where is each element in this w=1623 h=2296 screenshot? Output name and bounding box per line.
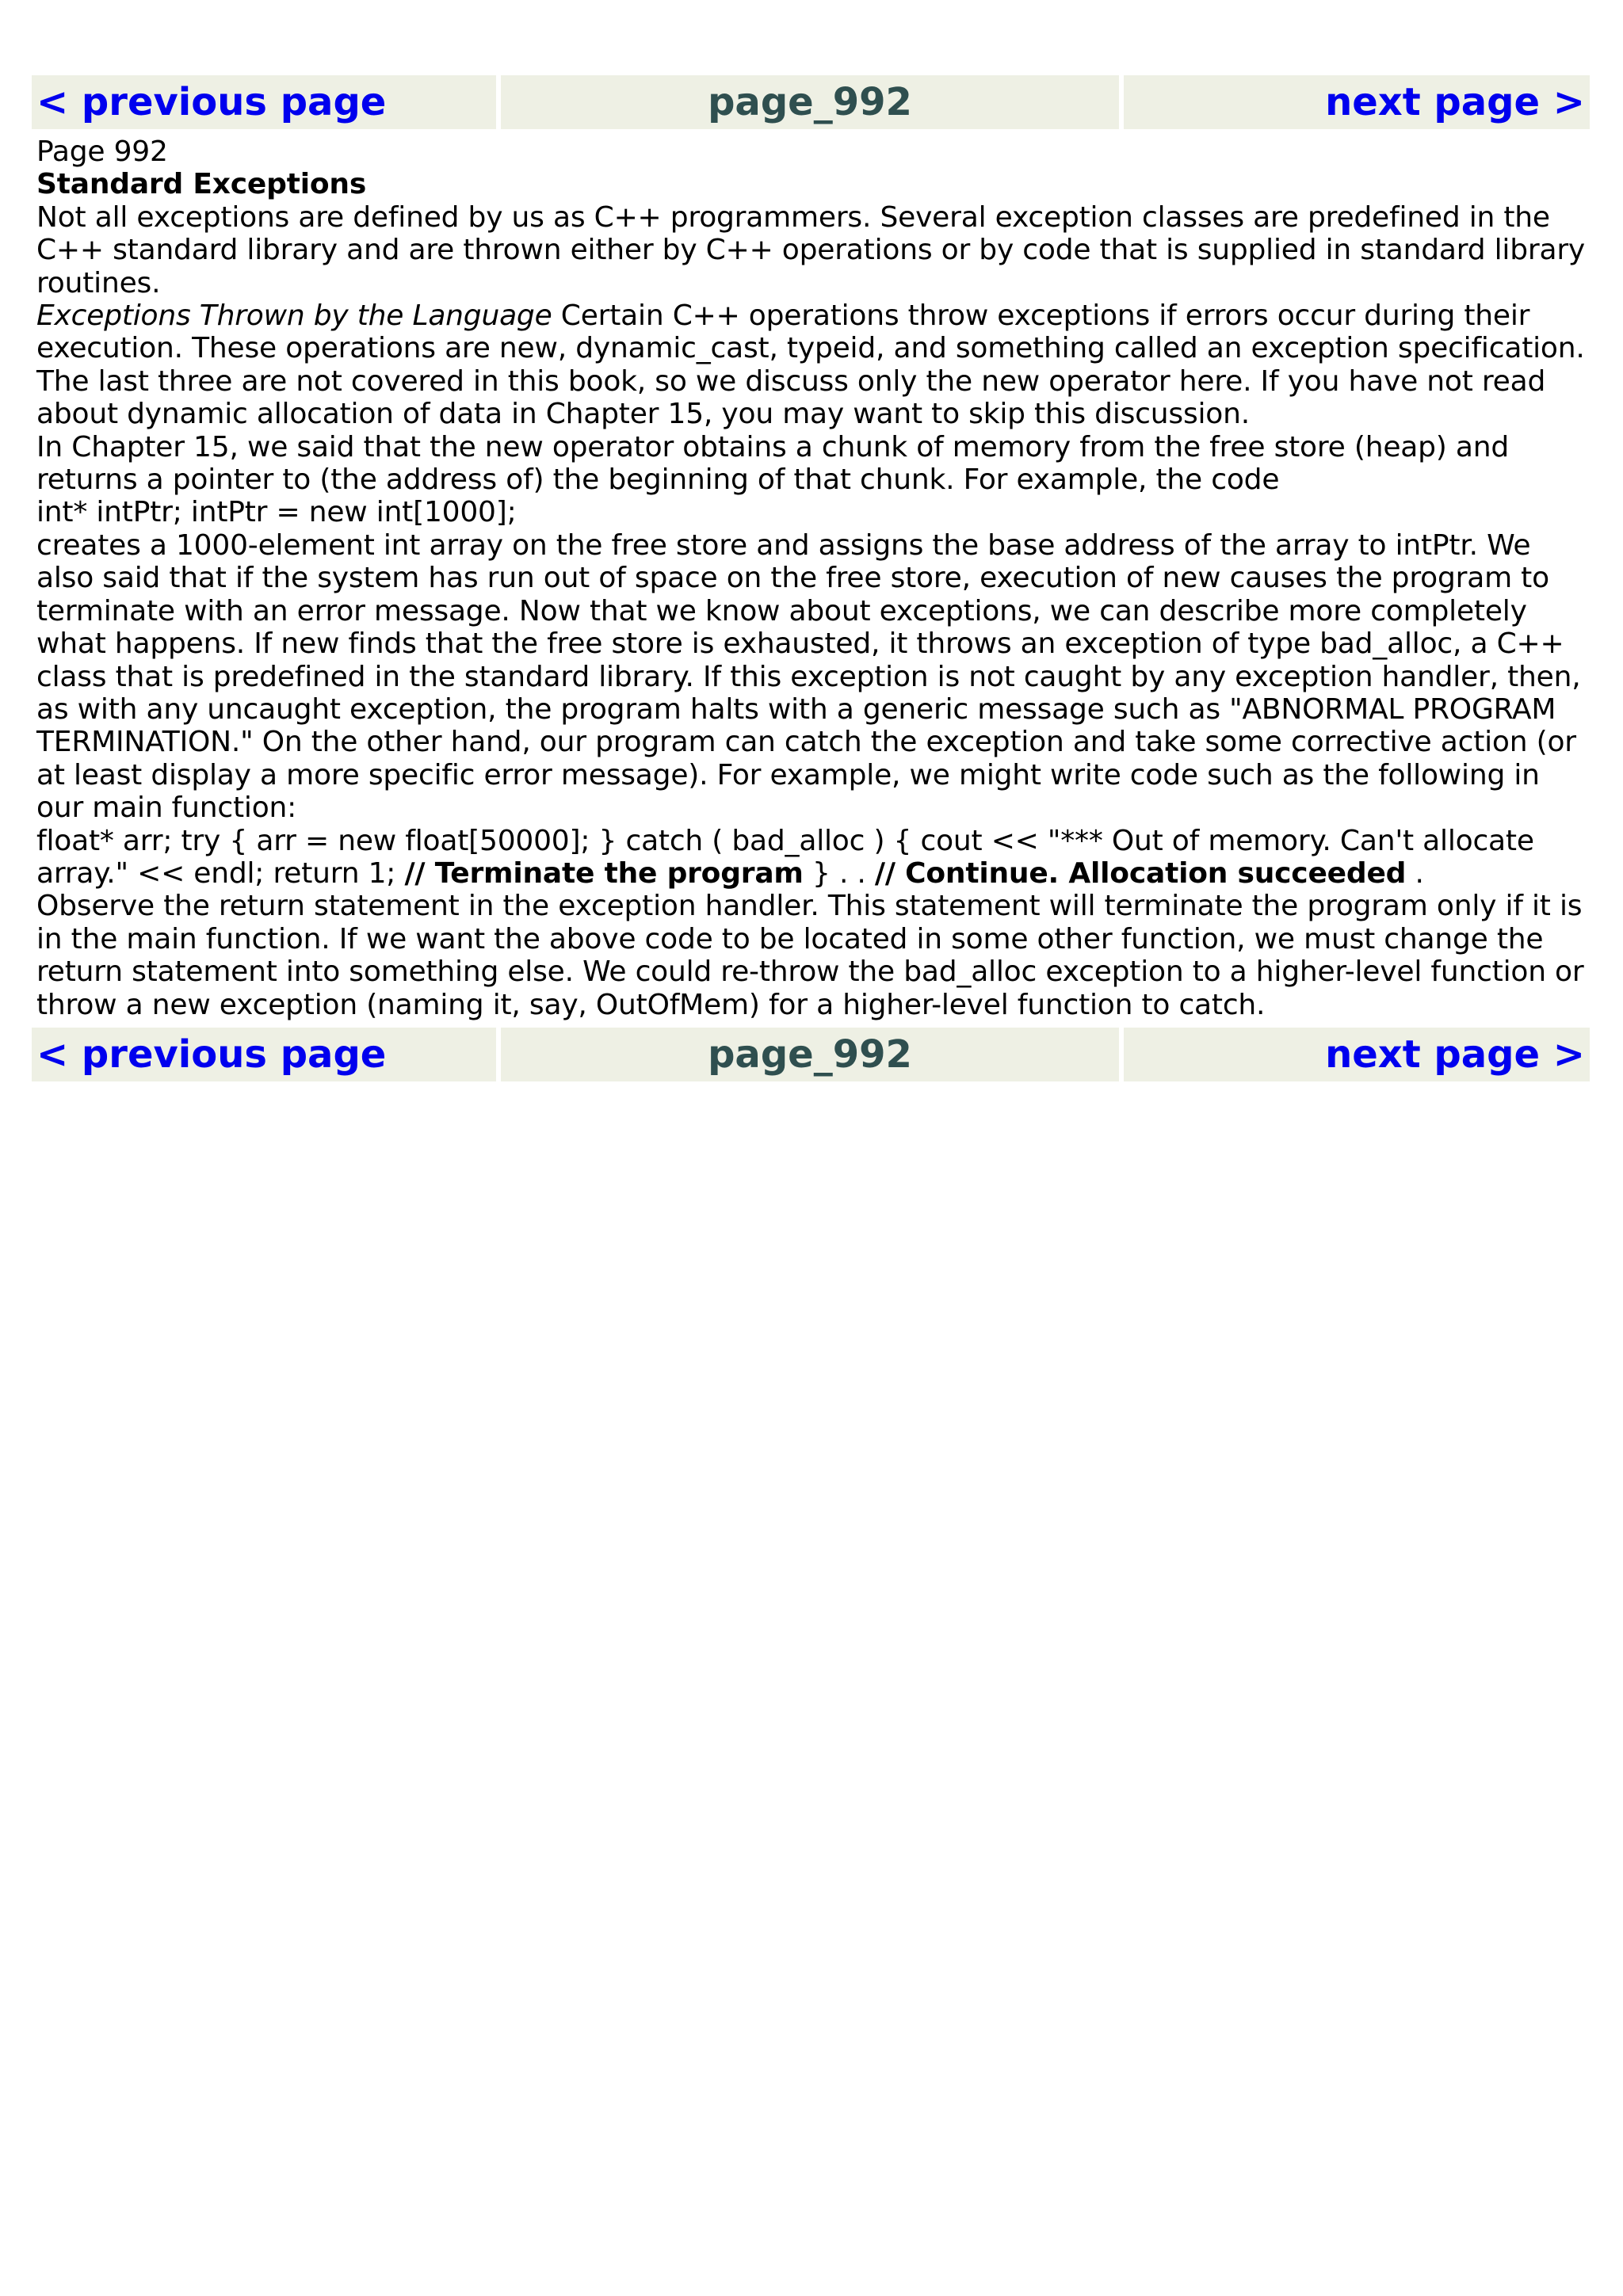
paragraph-new-operator: In Chapter 15, we said that the new operator obtains a chunk of memory from the free store (heap) and returns a pointer to (the address of) the beginning of that chunk. For example, the code <box>36 430 1510 497</box>
paragraph-bad-alloc: creates a 1000-element int array on the free store and assigns the base address of the array to intPtr. We also said that if the system has run out of space on the free store, execution of new causes the program to terminate with an error message. Now that we know about exceptions, we can describe more completely what happens. If new finds that the free store is exhausted, it throws an exception of type bad_alloc, a C++ class that is predefined in the standard library. If this exception is not caught by any exception handler, then, as with any uncaught exception, the program halts with a generic message such as "ABNORMAL PROGRAM TERMINATION." On the other hand, our program can catch the exception and take some corrective action (or at least display a more specific error message). For example, we might write code such as the following in our main function: <box>36 528 1581 825</box>
document-page <box>32 75 1594 1081</box>
paragraph-language-exceptions <box>36 299 1590 431</box>
next-page-link[interactable]: next page > <box>1325 80 1585 124</box>
bottom-navigation-bar <box>32 1028 1594 1081</box>
code-comment-continue: // Continue. Allocation succeeded <box>874 856 1407 890</box>
previous-page-link[interactable]: < previous page <box>36 80 387 124</box>
top-next-cell <box>1124 75 1590 129</box>
page-id-label-bottom: page_992 <box>501 1028 1119 1081</box>
paragraph-intro: Not all exceptions are defined by us as C++ programmers. Several exception classes are predefined in the C++ standard library and are thrown either by C++ operations or by code that is supplied in standard library routines. <box>36 200 1586 299</box>
page-number-label: Page 992 <box>36 135 168 168</box>
paragraph-return-statement: Observe the return statement in the exception handler. This statement will terminate the program only if it is in the main function. If we want the above code to be located in some other function, we must change the return statement into something else. We could re-throw the bad_alloc exception to a higher-level function or throw a new exception (naming it, say, OutOfMem) for a higher-level function to catch. <box>36 890 1584 1021</box>
run-in-heading: Exceptions Thrown by the Language <box>36 299 552 333</box>
page-id-label: page_992 <box>501 75 1119 129</box>
bottom-prev-cell <box>32 1028 496 1081</box>
page-content <box>32 129 1594 1021</box>
code-comment-terminate: // Terminate the program <box>404 856 804 890</box>
code-example-intptr: int* intPtr; intPtr = new int[1000]; <box>36 496 517 529</box>
next-page-link-bottom[interactable]: next page > <box>1325 1032 1585 1077</box>
top-prev-cell <box>32 75 496 129</box>
top-navigation-bar <box>32 75 1594 129</box>
code-part-c: . <box>1406 856 1424 890</box>
code-part-b: } . . <box>803 856 875 890</box>
code-part-a: float* arr; try { arr = new float[50000]; } catch ( bad_alloc ) { cout << "*** Out of memory. Can't allocate array." << endl; return 1; <box>36 824 1534 890</box>
paragraph-language-exceptions-text: Certain C++ operations throw exceptions if errors occur during their execution. These operations are new, dynamic_cast, typeid, and something called an exception specification. The last three are not covered in this book, so we discuss only the new operator here. If you have not read about dynamic allocation of data in Chapter 15, you may want to skip this discussion. <box>36 299 1585 431</box>
code-example-try-catch <box>36 825 1590 891</box>
bottom-next-cell <box>1124 1028 1590 1081</box>
section-heading: Standard Exceptions <box>36 168 367 201</box>
previous-page-link-bottom[interactable]: < previous page <box>36 1032 387 1077</box>
